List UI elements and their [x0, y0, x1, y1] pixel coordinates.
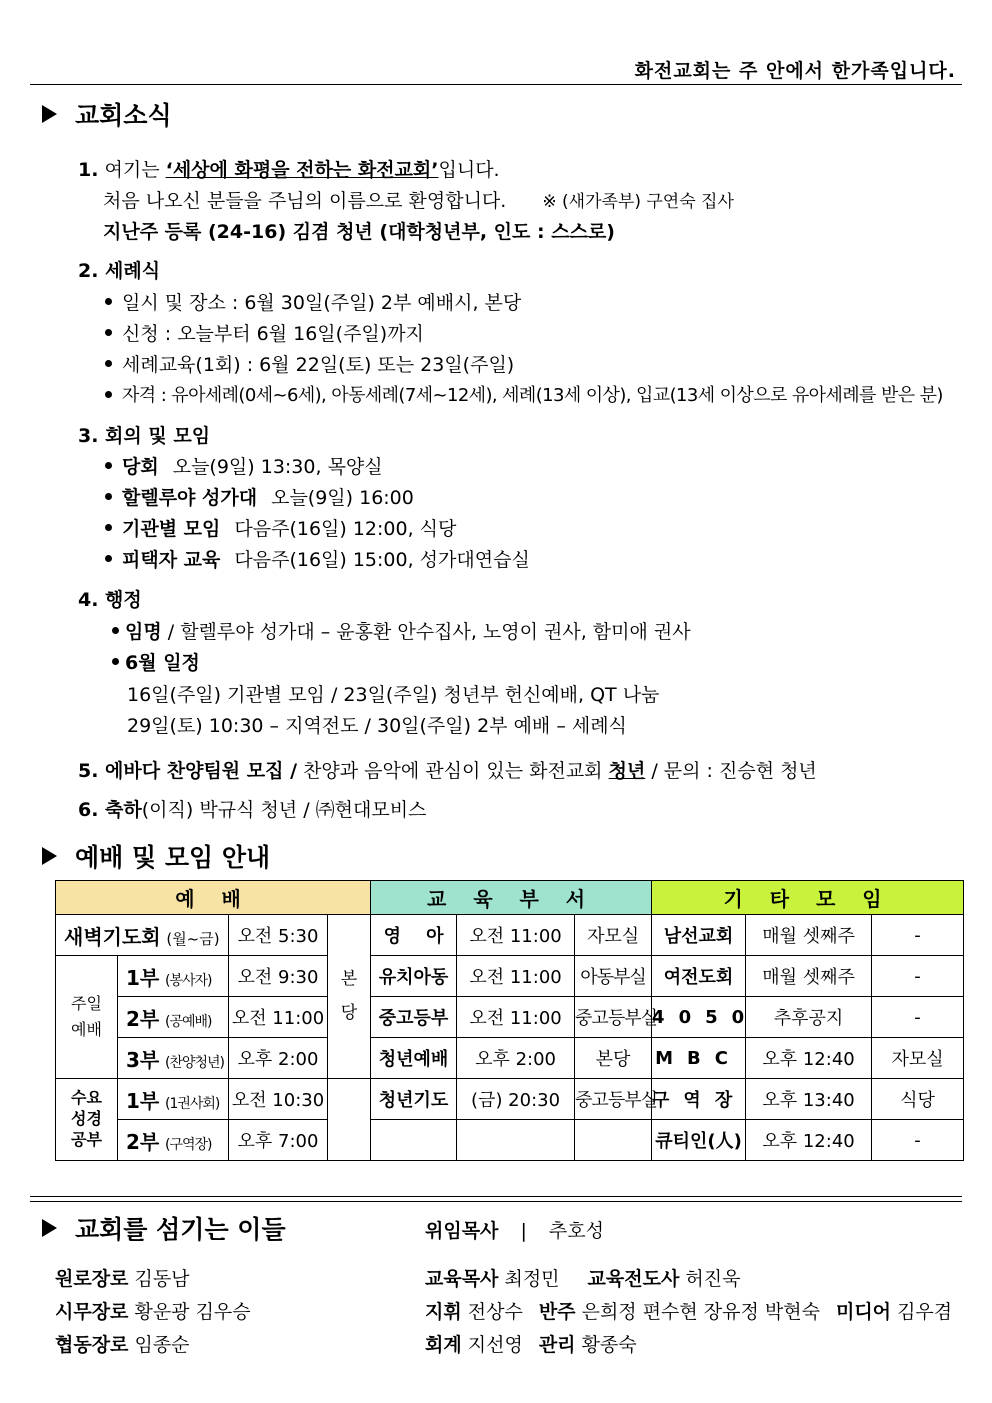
- edu-name: 중고등부: [371, 997, 457, 1038]
- item5-contact: / 문의 : 진승현 청년: [645, 760, 817, 782]
- edu-time: 오전 11:00: [457, 956, 575, 997]
- news-item4-appoint: [112, 617, 691, 644]
- wednesday-time: 오후 7:00: [229, 1120, 328, 1161]
- other-place: 식당: [872, 1079, 964, 1120]
- table-row: [56, 915, 964, 956]
- news-item4-schedule-line1: 16일(주일) 기관별 모임 / 23일(주일) 청년부 헌신예배, QT 나눔: [127, 684, 660, 706]
- triangle-bullet-icon: [42, 1219, 57, 1237]
- table-row: [56, 1079, 964, 1120]
- meeting-text: 다음주(16일) 12:00, 식당: [234, 518, 457, 540]
- empty-cell: [575, 1120, 652, 1161]
- sunday-time: 오전 11:00: [229, 997, 328, 1038]
- item1-number: 1.: [78, 159, 99, 181]
- sunday-part: [118, 956, 229, 997]
- role-label: 교육전도사: [587, 1268, 680, 1290]
- other-place: -: [872, 956, 964, 997]
- other-time: 오후 13:40: [746, 1079, 872, 1120]
- news-item1-line2: [103, 186, 734, 213]
- news-item2-title: 2. 세례식: [78, 260, 161, 282]
- pastor-label: 위임목사: [425, 1220, 499, 1242]
- sunday-time: 오전 9:30: [229, 956, 328, 997]
- meeting-label: 당회: [122, 456, 159, 478]
- sunday-time: 오후 2:00: [229, 1038, 328, 1079]
- item2-bullet-text: 세례교육(1회) : 6월 22일(토) 또는 23일(주일): [122, 354, 515, 376]
- part-sub: (구역장): [164, 1136, 212, 1153]
- part-label: 2부: [126, 1006, 160, 1031]
- staff-row: [425, 1330, 637, 1357]
- edu-time: 오전 11:00: [457, 915, 575, 956]
- edu-place: 중고등부실: [575, 997, 652, 1038]
- role-names: 전상수: [467, 1301, 523, 1323]
- item1-highlight: ‘세상에 화평을 전하는 화전교회’: [165, 159, 439, 181]
- other-name: 구역장: [652, 1079, 746, 1120]
- wednesday-part: [118, 1120, 229, 1161]
- bullet-dot-icon: [112, 658, 119, 665]
- edu-time: (금) 20:30: [457, 1079, 575, 1120]
- bullet-dot-icon: [105, 493, 112, 500]
- other-place: -: [872, 1120, 964, 1161]
- item2-bullet-text: 신청 : 오늘부터 6월 16일(주일)까지: [122, 323, 424, 345]
- dawn-sub: (월~금): [166, 929, 220, 948]
- role-names: 최정민: [504, 1268, 560, 1290]
- news-item4-schedule: [112, 648, 200, 675]
- role-names: 임종순: [134, 1334, 190, 1356]
- edu-name: 유치아동: [371, 956, 457, 997]
- part-label: 1부: [126, 1088, 160, 1113]
- pastor-separator: |: [520, 1220, 527, 1242]
- other-time: 오후 12:40: [746, 1120, 872, 1161]
- meeting-text: 오늘(9일) 16:00: [271, 487, 414, 509]
- role-label: 협동장로: [55, 1334, 129, 1356]
- empty-cell: [457, 1120, 575, 1161]
- header-divider: [30, 84, 962, 85]
- schedule-table: [55, 880, 964, 1161]
- meeting-label: 피택자 교육: [122, 549, 221, 571]
- meeting-text: 다음주(16일) 15:00, 성가대연습실: [234, 549, 530, 571]
- part-label: 3부: [126, 1047, 160, 1072]
- header-worship: 예 배: [56, 881, 371, 915]
- part-sub: (공예배): [164, 1013, 212, 1030]
- servers-section-title: [42, 1210, 286, 1246]
- news-item4-schedule-line2: 29일(토) 10:30 – 지역전도 / 30일(주일) 2부 예배 – 세례식: [127, 715, 627, 737]
- section-divider: [30, 1196, 962, 1202]
- meeting-label: 할렐루야 성가대: [122, 487, 258, 509]
- senior-pastor: [425, 1216, 604, 1243]
- news-item5: [78, 756, 817, 783]
- schedule-section-title: [42, 838, 270, 874]
- staff-row: [425, 1297, 952, 1324]
- bullet-dot-icon: [105, 360, 112, 367]
- header-motto: 화전교회는 주 안에서 한가족입니다.: [634, 60, 956, 82]
- item1-welcome: 처음 나오신 분들을 주님의 이름으로 환영합니다.: [103, 190, 507, 212]
- item5-text: 찬양과 음악에 관심이 있는 화전교회: [297, 760, 609, 782]
- sunday-part: [118, 1038, 229, 1079]
- other-name: 남선교회: [652, 915, 746, 956]
- news-item4-title: 4. 행정: [78, 589, 142, 611]
- edu-name: 청년예배: [371, 1038, 457, 1079]
- news-title: 교회소식: [75, 101, 172, 130]
- role-label: 관리: [538, 1334, 576, 1356]
- news-item3-bullet: [105, 514, 456, 541]
- role-names: 김동남: [134, 1268, 190, 1290]
- wednesday-label: 수요 성경 공부: [56, 1079, 118, 1161]
- appoint-label: 임명: [125, 621, 162, 643]
- news-item6: [78, 795, 426, 822]
- other-time: 매월 셋째주: [746, 915, 872, 956]
- servers-title: 교회를 섬기는 이들: [75, 1215, 286, 1244]
- edu-name: 청년기도: [371, 1079, 457, 1120]
- item5-label: 5. 에바다 찬양팀원 모집 /: [78, 760, 298, 782]
- schedule-title: 예배 및 모임 안내: [75, 843, 271, 872]
- news-item2-bullet: [105, 319, 424, 346]
- wednesday-time: 오전 10:30: [229, 1079, 328, 1120]
- triangle-bullet-icon: [42, 105, 57, 123]
- news-item3-bullet: [105, 545, 530, 572]
- dawn-cell: [56, 915, 229, 956]
- bullet-dot-icon: [105, 555, 112, 562]
- bullet-dot-icon: [105, 462, 112, 469]
- other-place: -: [872, 997, 964, 1038]
- role-label: 시무장로: [55, 1301, 129, 1323]
- role-label: 반주: [538, 1301, 576, 1323]
- news-item2-bullet: [105, 381, 943, 407]
- role-label: 회계: [425, 1334, 462, 1356]
- item1-pre: 여기는: [104, 159, 166, 181]
- other-name: MBC: [652, 1038, 746, 1079]
- item5-youth: 청년: [608, 760, 646, 782]
- schedule-label: 6월 일정: [125, 652, 200, 674]
- other-time: 오후 12:40: [746, 1038, 872, 1079]
- role-label: 원로장로: [55, 1268, 129, 1290]
- bullet-dot-icon: [105, 524, 112, 531]
- bullet-dot-icon: [105, 329, 112, 336]
- meeting-label: 기관별 모임: [122, 518, 221, 540]
- news-item3-bullet: [105, 452, 383, 479]
- item1-post: 입니다.: [438, 159, 500, 181]
- table-header-row: [56, 881, 964, 915]
- bullet-dot-icon: [105, 298, 112, 305]
- empty-cell: [328, 1120, 371, 1161]
- table-row: [56, 1120, 964, 1161]
- elder-row: [55, 1264, 190, 1291]
- staff-row: [425, 1264, 740, 1291]
- other-name: 큐티인(人): [652, 1120, 746, 1161]
- role-names: 지선영: [467, 1334, 523, 1356]
- elder-row: [55, 1330, 190, 1357]
- empty-cell: [328, 1079, 371, 1120]
- part-label: 2부: [126, 1129, 160, 1154]
- empty-cell: [371, 1120, 457, 1161]
- bullet-dot-icon: [112, 627, 119, 634]
- sunday-label: 주일 예배: [56, 956, 118, 1079]
- news-item1-line1: [78, 155, 500, 182]
- edu-time: 오후 2:00: [457, 1038, 575, 1079]
- other-time: 추후공지: [746, 997, 872, 1038]
- item2-bullet-text: 일시 및 장소 : 6월 30일(주일) 2부 예배시, 본당: [122, 292, 522, 314]
- bullet-dot-icon: [105, 391, 112, 398]
- edu-time: 오전 11:00: [457, 997, 575, 1038]
- role-label: 지휘: [425, 1301, 462, 1323]
- role-names: 김우겸: [897, 1301, 953, 1323]
- other-time: 매월 셋째주: [746, 956, 872, 997]
- news-item2-bullet: [105, 288, 521, 315]
- item6-text: (이직) 박규식 청년 / ㈜현대모비스: [141, 799, 427, 821]
- edu-place: 중고등부실: [575, 1079, 652, 1120]
- meeting-text: 오늘(9일) 13:30, 목양실: [172, 456, 383, 478]
- role-names: 허진욱: [685, 1268, 741, 1290]
- role-label: 교육목사: [425, 1268, 499, 1290]
- table-row: [56, 997, 964, 1038]
- table-row: [56, 1038, 964, 1079]
- table-row: [56, 956, 964, 997]
- edu-place: 본당: [575, 1038, 652, 1079]
- triangle-bullet-icon: [42, 847, 57, 865]
- news-section-title: [42, 96, 172, 132]
- other-place: -: [872, 915, 964, 956]
- edu-place: 아동부실: [575, 956, 652, 997]
- news-item3-title: 3. 회의 및 모임: [78, 425, 211, 447]
- news-item3-bullet: [105, 483, 414, 510]
- role-names: 황종숙: [581, 1334, 637, 1356]
- part-label: 1부: [126, 965, 160, 990]
- other-place: 자모실: [872, 1038, 964, 1079]
- item6-label: 6. 축하: [78, 799, 142, 821]
- news-item2-bullet: [105, 350, 514, 377]
- header-education: 교 육 부 서: [371, 881, 652, 915]
- item1-note: ※ (새가족부) 구연숙 집사: [542, 192, 734, 212]
- other-name: 여전도회: [652, 956, 746, 997]
- dawn-label: 새벽기도회: [64, 924, 161, 949]
- appoint-text: / 할렐루야 성가대 – 윤홍환 안수집사, 노영이 권사, 함미애 권사: [161, 621, 691, 643]
- dawn-time: 오전 5:30: [229, 915, 328, 956]
- pastor-name: 추호성: [548, 1220, 604, 1242]
- hall-label: 본 당: [328, 915, 371, 1079]
- news-item1-line3: 지난주 등록 (24-16) 김겸 청년 (대학청년부, 인도 : 스스로): [103, 221, 615, 243]
- role-names: 황운광 김우승: [134, 1301, 251, 1323]
- other-name: 4050: [652, 997, 746, 1038]
- sunday-part: [118, 997, 229, 1038]
- part-sub: (1권사회): [164, 1095, 220, 1112]
- item2-bullet-text: 자격 : 유아세례(0세~6세), 아동세례(7세~12세), 세례(13세 이상), 입교(13세 이상으로 유아세례를 받은 분): [122, 385, 943, 406]
- elder-row: [55, 1297, 251, 1324]
- role-label: 미디어: [835, 1301, 892, 1323]
- header-others: 기 타 모 임: [652, 881, 964, 915]
- edu-place: 자모실: [575, 915, 652, 956]
- part-sub: (봉사자): [164, 972, 212, 989]
- wednesday-part: [118, 1079, 229, 1120]
- role-names: 은희정 편수현 장유정 박현숙: [581, 1301, 820, 1323]
- edu-name: 영 아: [371, 915, 457, 956]
- part-sub: (찬양청년): [164, 1054, 225, 1071]
